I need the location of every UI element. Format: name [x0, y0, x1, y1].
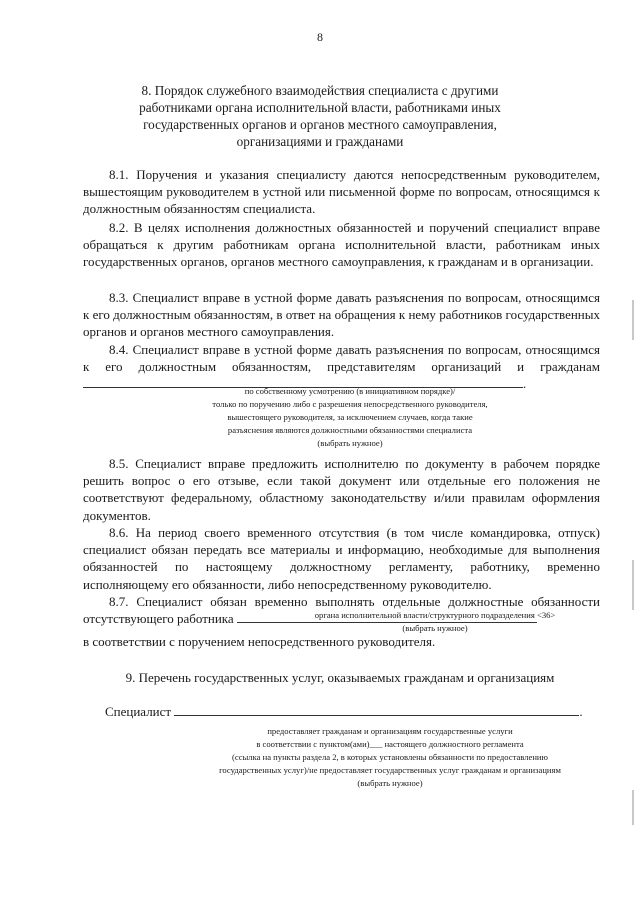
footnote-line: органа исполнительной власти/структурного подразделения <36> [314, 610, 556, 620]
footnote-line: государственных услуг)/не предоставляет государственных услуг гражданам и организациям [219, 765, 561, 775]
paragraph-8-4-end: . [523, 376, 527, 392]
footnote-9 [170, 725, 610, 790]
paragraph-8-3 [83, 289, 600, 341]
paragraph-8-7-text: 8.7. Специалист обязан временно выполнять отдельные должностные обязанности отсутствующего работника [83, 594, 600, 627]
section-8-title-line: государственных органов и органов местного самоуправления, [143, 117, 497, 132]
footnote-8-4 [140, 385, 560, 450]
specialist-label: Специалист [105, 704, 172, 719]
paragraph-8-5 [83, 455, 600, 524]
fill-in-line [174, 715, 579, 716]
paragraph-8-6 [83, 524, 600, 593]
paragraph-8-4-text: 8.4. Специалист вправе в устной форме давать разъяснения по вопросам, относящимся к его должностным обязанностям, представителям организаций и гражданам [83, 342, 600, 375]
paragraph-8-2 [83, 219, 600, 271]
footnote-line: (выбрать нужное) [317, 438, 383, 448]
section-9-title: 9. Перечень государственных услуг, оказываемых гражданам и организациям [125, 670, 555, 685]
page-number: 8 [317, 30, 323, 44]
paragraph-8-3-text: 8.3. Специалист вправе в устной форме давать разъяснения по вопросам, относящимся к его должностным обязанностям, в ответ на обращения к нему работников государственных органов и органов местного самоуправления. [83, 290, 600, 340]
footnote-line: в соответствии с пунктом(ами)___ настоящего должностного регламента [256, 739, 524, 749]
footnote-line: только по поручению либо с разрешения непосредственного руководителя, [212, 399, 488, 409]
paragraph-8-2-text: 8.2. В целях исполнения должностных обязанностей и поручений специалист вправе обращаться к другим работникам органа исполнительной власти, работникам иных государственных органов, органов местного самоуправления, к гражданам и в организации. [83, 220, 600, 270]
footnote-line: (выбрать нужное) [357, 778, 423, 788]
scan-edge-mark [632, 560, 634, 610]
scan-edge-mark [632, 790, 634, 825]
footnote-line: (ссылка на пункты раздела 2, в которых установлены обязанности по предоставлению [232, 752, 548, 762]
section-9-specialist-line [105, 703, 600, 720]
paragraph-8-5-text: 8.5. Специалист вправе предложить исполнителю по документу в рабочем порядке решить вопрос о его отзыве, если такой документ или отдельные его положения не соответствуют федеральному, областному законодательству и/или правилам оформления документов. [83, 456, 600, 523]
section-8-title [110, 82, 530, 150]
footnote-8-7 [285, 609, 585, 635]
section-8-title-line: работниками органа исполнительной власти, работниками иных [139, 100, 501, 115]
paragraph-8-6-text: 8.6. На период своего временного отсутствия (в том числе командировка, отпуск) специалист обязан передать все материалы и информацию, необходимые для выполнения обязанностей по настоящему должностному регламенту, работнику, временно исполняющему его обязанности, либо непосредственному руководителю. [83, 525, 600, 592]
footnote-line: по собственному усмотрению (в инициативном порядке)/ [244, 386, 456, 396]
paragraph-8-1 [83, 166, 600, 218]
section-9-end: . [579, 704, 583, 719]
footnote-line: (выбрать нужное) [402, 623, 468, 633]
paragraph-8-1-text: 8.1. Поручения и указания специалисту даются непосредственным руководителем, вышестоящим руководителем в устной или письменной форме по вопросам, относящимся к должностным обязанностям специалиста. [83, 167, 600, 217]
footnote-line: разъяснения являются должностными обязанностями специалиста [227, 425, 473, 435]
section-8-title-line: 8. Порядок служебного взаимодействия специалиста с другими [141, 83, 499, 98]
scan-edge-mark [632, 300, 634, 340]
section-8-title-line: организациями и гражданами [236, 134, 404, 149]
footnote-line: предоставляет гражданам и организациям государственные услуги [267, 726, 513, 736]
footnote-line: вышестоящего руководителя, за исключением случаев, когда такие [227, 412, 473, 422]
paragraph-8-7-end: в соответствии с поручением непосредственного руководителя. [83, 634, 436, 649]
